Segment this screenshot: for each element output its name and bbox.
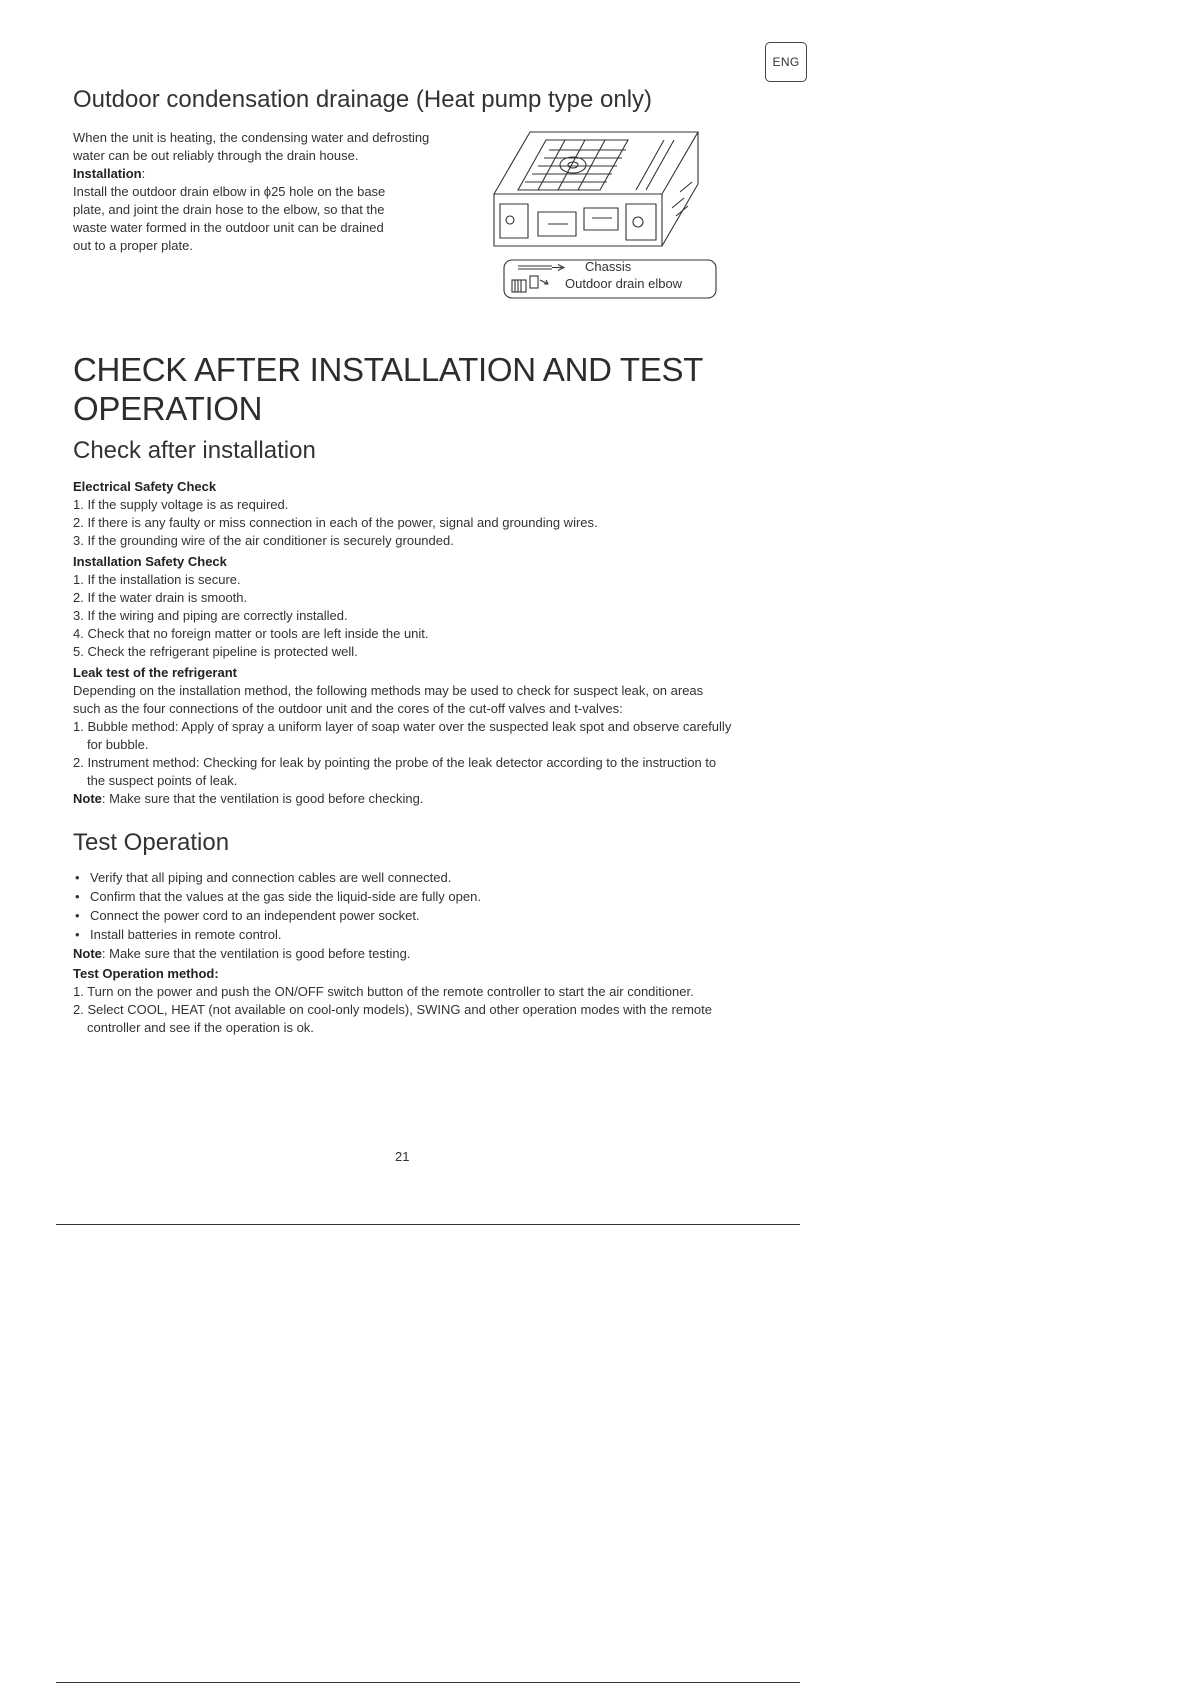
check-heading-line: CHECK AFTER INSTALLATION AND TEST <box>73 351 704 388</box>
test-bullet-item: • Install batteries in remote control. <box>73 926 793 944</box>
drain-elbow-label: Outdoor drain elbow <box>565 276 683 291</box>
instrument-method-cont: the suspect points of leak. <box>87 773 238 788</box>
install-line: Install the outdoor drain elbow in ϕ25 hole on the base <box>73 184 386 199</box>
note-label: Note <box>73 791 102 806</box>
electrical-check-item: 1. If the supply voltage is as required. <box>73 497 289 512</box>
check-after-installation-title: Check after installation <box>73 437 316 464</box>
install-line: waste water formed in the outdoor unit can be drained <box>73 220 384 235</box>
drainage-intro-line: water can be out reliably through the drain house. <box>73 148 359 163</box>
note-label: Note <box>73 946 102 961</box>
test-method-step: 2. Select COOL, HEAT (not available on cool-only models), SWING and other operation modes with the remote <box>73 1002 712 1017</box>
install-line: plate, and joint the drain hose to the elbow, so that the <box>73 202 385 217</box>
electrical-check-heading: Electrical Safety Check <box>73 479 217 494</box>
installation-label: Installation <box>73 166 142 181</box>
bubble-method-cont: for bubble. <box>87 737 149 752</box>
test-operation-body <box>73 869 793 1037</box>
installation-check-item: 2. If the water drain is smooth. <box>73 590 248 605</box>
installation-check-heading: Installation Safety Check <box>73 554 227 569</box>
test-method-step: 1. Turn on the power and push the ON/OFF switch button of the remote controller to start the air conditioner. <box>73 984 694 999</box>
install-line: out to a proper plate. <box>73 238 193 253</box>
check-heading-line: OPERATION <box>73 390 263 427</box>
test-bullet-item: • Confirm that the values at the gas side the liquid-side are fully open. <box>73 888 793 906</box>
leak-test-desc: such as the four connections of the outdoor unit and the cores of the cut-off valves and t-valves: <box>73 701 623 716</box>
installation-check-item: 4. Check that no foreign matter or tools are left inside the unit. <box>73 626 429 641</box>
drainage-intro-line: When the unit is heating, the condensing water and defrosting <box>73 130 430 145</box>
page-number: 21 <box>395 1149 410 1164</box>
test-bullet-list <box>73 869 793 944</box>
drainage-title: Outdoor condensation drainage (Heat pump type only) <box>73 86 653 113</box>
page-divider-bottom <box>56 1682 800 1683</box>
test-method-step-cont: controller and see if the operation is ok. <box>87 1020 314 1035</box>
outdoor-unit-figure <box>488 128 728 300</box>
language-badge: ENG <box>765 42 807 82</box>
note-text: : Make sure that the ventilation is good before testing. <box>101 946 411 961</box>
note-text: : Make sure that the ventilation is good before checking. <box>101 791 424 806</box>
leak-test-desc: Depending on the installation method, the following methods may be used to check for suspect leak, on areas <box>73 683 704 698</box>
installation-check-item: 5. Check the refrigerant pipeline is protected well. <box>73 644 358 659</box>
page-divider-top <box>56 1224 800 1225</box>
installation-label-line <box>73 165 473 183</box>
test-bullet-item: • Verify that all piping and connection cables are well connected. <box>73 869 793 887</box>
test-method-heading: Test Operation method: <box>73 966 219 981</box>
checks-body <box>73 478 793 808</box>
bubble-method: 1. Bubble method: Apply of spray a uniform layer of soap water over the suspected leak spot and observe carefully <box>73 719 732 734</box>
electrical-check-item: 2. If there is any faulty or miss connection in each of the power, signal and grounding wires. <box>73 515 598 530</box>
instrument-method: 2. Instrument method: Checking for leak by pointing the probe of the leak detector according to the instruction to <box>73 755 717 770</box>
installation-colon: : <box>141 166 146 181</box>
leak-note <box>73 790 793 808</box>
test-note <box>73 945 793 963</box>
installation-check-item: 3. If the wiring and piping are correctly installed. <box>73 608 348 623</box>
drainage-text-block <box>73 129 473 255</box>
leak-test-heading: Leak test of the refrigerant <box>73 665 237 680</box>
chassis-label: Chassis <box>585 259 632 274</box>
installation-check-item: 1. If the installation is secure. <box>73 572 241 587</box>
test-bullet-item: • Connect the power cord to an independent power socket. <box>73 907 793 925</box>
check-heading <box>73 350 703 428</box>
electrical-check-item: 3. If the grounding wire of the air conditioner is securely grounded. <box>73 533 454 548</box>
test-operation-title: Test Operation <box>73 829 230 856</box>
